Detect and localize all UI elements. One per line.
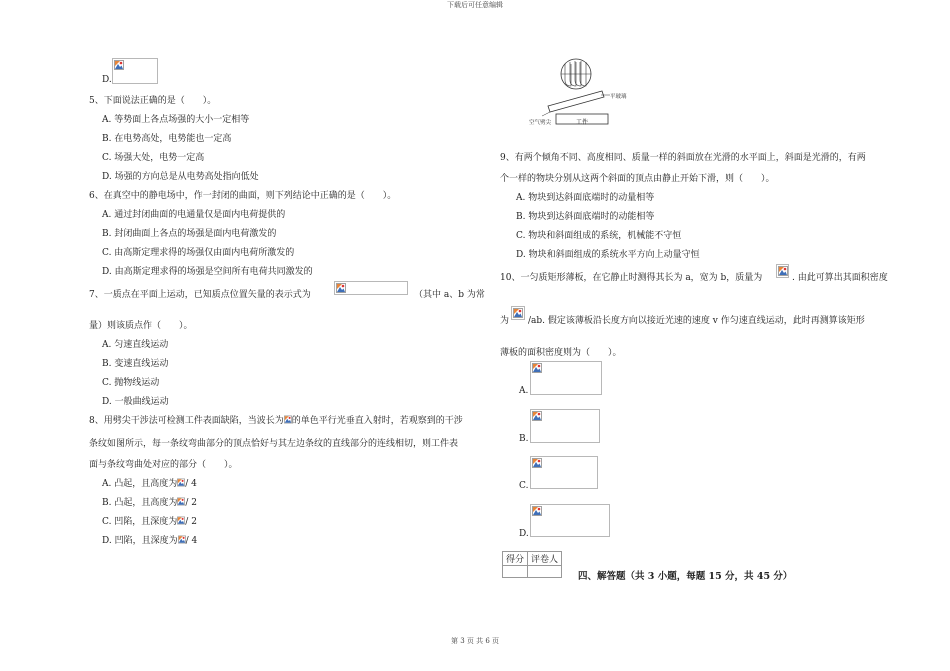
q6-stem: 6、在真空中的静电场中，作一封闭的曲面，则下列结论中正确的是（ ）。 — [89, 191, 397, 201]
q7-option-b: B. 变速直线运动 — [102, 359, 169, 369]
q8-option-d: D. 凹陷，且深度为 / 4 — [102, 536, 198, 546]
q10-stem-line3: 薄板的面积密度则为（ ）。 — [500, 348, 622, 358]
q10-stem-line2-start: 为 — [500, 316, 510, 326]
formula-image — [530, 361, 602, 395]
formula-image — [177, 516, 185, 525]
q5-option-c: C. 场强大处，电势一定高 — [102, 153, 205, 163]
section-four-title: 四、解答题（共 3 小题，每题 15 分，共 45 分） — [578, 571, 793, 582]
air-wedge-label: 空气劈尖 — [529, 120, 552, 126]
q10-stem-line2: /ab. 假定该薄板沿长度方向以接近光速的速度 v 作匀速直线运动，此时再测算该矩形 — [528, 316, 865, 326]
q8-option-c: C. 凹陷，且深度为 / 2 — [102, 517, 197, 527]
broken-image-icon — [177, 478, 185, 487]
formula-image — [530, 456, 598, 489]
q8-stem-line3: 面与条纹弯曲处对应的部分（ ）。 — [89, 460, 238, 470]
q7-stem: 7、一质点在平面上运动，已知质点位置矢量的表示式为 — [89, 290, 311, 300]
formula-image — [177, 478, 185, 487]
q6-option-c: C. 由高斯定理求得的场强仅由面内电荷所激发的 — [102, 248, 295, 258]
score-table — [502, 551, 562, 578]
q9-stem-line2: 个一样的物块分别从这两个斜面的顶点由静止开始下滑，则（ ）。 — [500, 174, 775, 184]
q6-option-a: A. 通过封闭曲面的电通量仅是面内电荷提供的 — [102, 210, 286, 220]
formula-image — [177, 497, 185, 506]
formula-image — [776, 264, 789, 278]
q7-stem-cont: （其中 a、b 为常 — [414, 290, 485, 300]
page-header: 下载后可任意编辑 — [447, 1, 503, 9]
q8-option-b: B. 凸起，且高度为 / 2 — [102, 498, 197, 508]
q10-option-c: C. — [519, 481, 529, 491]
q9-option-d: D. 物块和斜面组成的系统水平方向上动量守恒 — [516, 250, 700, 260]
q8-option-a: A. 凸起，且高度为 / 4 — [102, 479, 197, 489]
q9-option-b: B. 物块到达斜面底端时的动能相等 — [516, 212, 655, 222]
q10-option-d: D. — [519, 529, 529, 539]
q9-option-a: A. 物块到达斜面底端时的动量相等 — [516, 193, 655, 203]
broken-image-icon — [532, 411, 542, 421]
formula-image — [511, 306, 525, 320]
score-header: 得分 — [503, 552, 528, 566]
q7-option-a: A. 匀速直线运动 — [102, 340, 169, 350]
formula-image — [530, 504, 610, 537]
glass-label: 平玻璃 — [610, 94, 627, 100]
grader-header: 评卷人 — [528, 552, 562, 566]
workpiece-label: 工件 — [576, 119, 589, 126]
score-cell — [503, 566, 528, 578]
page-footer: 第 3 页 共 6 页 — [450, 637, 500, 645]
q8-stem-line2: 条纹如图所示，每一条纹弯曲部分的顶点恰好与其左边条纹的直线部分的连线相切，则工件表 — [89, 439, 459, 449]
broken-image-icon — [284, 415, 292, 424]
q7-option-c: C. 抛物线运动 — [102, 378, 160, 388]
broken-image-icon — [532, 506, 542, 516]
q7-option-d: D. 一般曲线运动 — [102, 397, 169, 407]
broken-image-icon — [178, 535, 186, 544]
broken-image-icon — [114, 60, 124, 70]
broken-image-icon — [532, 363, 542, 373]
formula-image — [178, 535, 186, 544]
formula-image — [284, 415, 292, 424]
q10-stem-line1: 10、一匀质矩形薄板，在它静止时测得其长为 a，宽为 b，质量为 — [500, 273, 763, 283]
q5-option-b: B. 在电势高处，电势能也一定高 — [102, 134, 232, 144]
q5-stem: 5、下面说法正确的是（ ）。 — [89, 96, 217, 106]
q9-stem-line1: 9、有两个倾角不同、高度相同、质量一样的斜面放在光滑的水平面上，斜面是光滑的，有两 — [500, 153, 866, 163]
broken-image-icon — [513, 308, 523, 318]
q5-option-a: A. 等势面上各点场强的大小一定相等 — [102, 115, 250, 125]
q10-option-a: A. — [519, 386, 529, 396]
q6-option-b: B. 封闭曲面上各点的场强是面内电荷激发的 — [102, 229, 277, 239]
q9-option-c: C. 物块和斜面组成的系统，机械能不守恒 — [516, 231, 682, 241]
q10-stem-line1-cont: . 由此可算出其面积密度 — [792, 273, 888, 283]
broken-image-icon — [177, 516, 185, 525]
q7-stem-line2: 量）则该质点作（ ）。 — [89, 321, 193, 331]
q10-option-b: B. — [519, 434, 529, 444]
formula-image — [334, 281, 408, 295]
q6-option-d: D. 由高斯定理求得的场强是空间所有电荷共同激发的 — [102, 267, 313, 277]
broken-image-icon — [532, 458, 542, 468]
broken-image-icon — [177, 497, 185, 506]
grader-cell — [528, 566, 562, 578]
q8-stem-line1: 8、用劈尖干涉法可检测工件表面缺陷，当波长为 的单色平行光垂直入射时，若观察到的干涉 — [89, 416, 463, 426]
broken-image-icon — [778, 266, 788, 276]
broken-image-icon — [336, 283, 346, 293]
option-d-label: D. — [102, 75, 112, 85]
q5-option-d: D. 场强的方向总是从电势高处指向低处 — [102, 172, 259, 182]
formula-image — [530, 409, 600, 443]
formula-image — [112, 58, 158, 84]
